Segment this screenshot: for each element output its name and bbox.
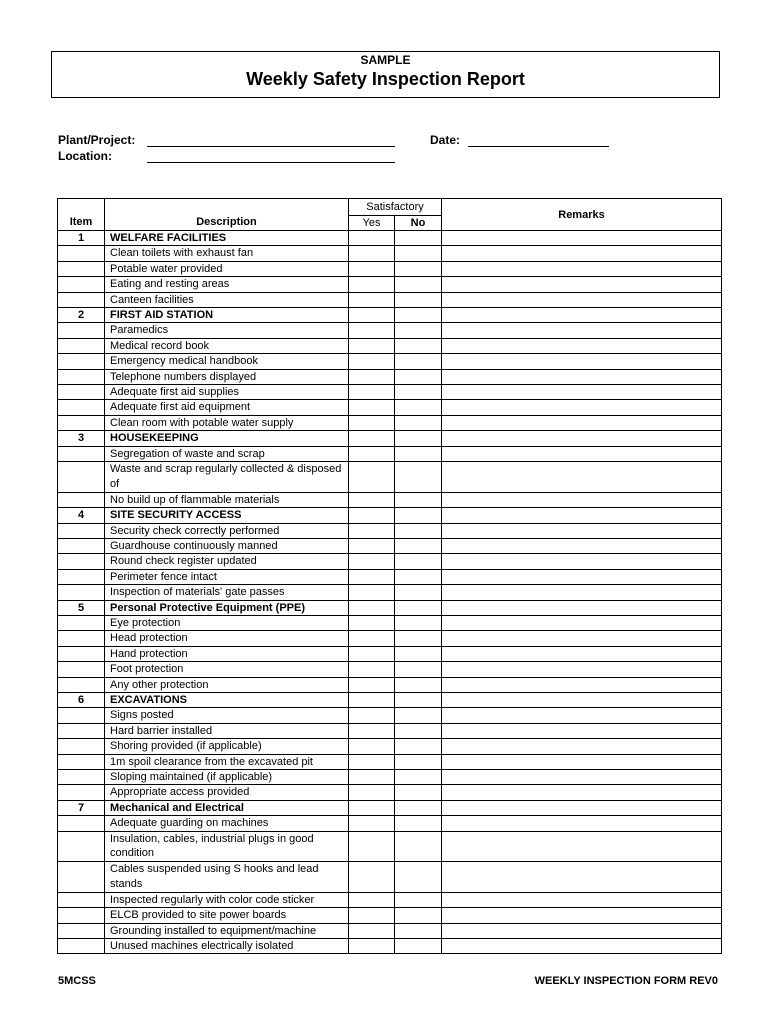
no-cell[interactable] xyxy=(395,816,442,831)
no-cell[interactable] xyxy=(395,677,442,692)
no-cell[interactable] xyxy=(395,231,442,246)
table-row xyxy=(58,892,722,907)
no-cell[interactable] xyxy=(395,492,442,507)
item-cell xyxy=(58,862,105,893)
description-cell: Adequate first aid supplies xyxy=(105,385,349,400)
item-cell xyxy=(58,415,105,430)
remarks-cell[interactable] xyxy=(442,739,722,754)
yes-cell[interactable] xyxy=(349,462,395,493)
no-cell[interactable] xyxy=(395,585,442,600)
yes-cell[interactable] xyxy=(349,369,395,384)
table-row xyxy=(58,246,722,261)
item-cell xyxy=(58,338,105,353)
table-row xyxy=(58,939,722,954)
item-cell xyxy=(58,646,105,661)
item-cell xyxy=(58,246,105,261)
description-cell: Inspection of materials' gate passes xyxy=(105,585,349,600)
table-row xyxy=(58,446,722,461)
yes-cell[interactable] xyxy=(349,600,395,615)
yes-cell[interactable] xyxy=(349,261,395,276)
inspection-table xyxy=(57,198,722,954)
section-title: WELFARE FACILITIES xyxy=(105,231,349,246)
yes-cell[interactable] xyxy=(349,770,395,785)
no-cell[interactable] xyxy=(395,400,442,415)
remarks-cell[interactable] xyxy=(442,923,722,938)
item-cell xyxy=(58,723,105,738)
no-cell[interactable] xyxy=(395,261,442,276)
description-cell: Eye protection xyxy=(105,615,349,630)
item-cell xyxy=(58,770,105,785)
footer-right: WEEKLY INSPECTION FORM REV0 xyxy=(534,975,718,987)
description-cell: Waste and scrap regularly collected & disposed of xyxy=(105,462,349,493)
yes-cell[interactable] xyxy=(349,892,395,907)
yes-cell[interactable] xyxy=(349,446,395,461)
yes-cell[interactable] xyxy=(349,739,395,754)
table-row xyxy=(58,646,722,661)
item-cell: 1 xyxy=(58,231,105,246)
remarks-cell[interactable] xyxy=(442,662,722,677)
yes-cell[interactable] xyxy=(349,831,395,862)
no-cell[interactable] xyxy=(395,308,442,323)
item-cell xyxy=(58,662,105,677)
remarks-cell[interactable] xyxy=(442,723,722,738)
remarks-cell[interactable] xyxy=(442,862,722,893)
remarks-cell[interactable] xyxy=(442,569,722,584)
section-title: Mechanical and Electrical xyxy=(105,800,349,815)
description-cell: Foot protection xyxy=(105,662,349,677)
remarks-cell[interactable] xyxy=(442,677,722,692)
yes-cell[interactable] xyxy=(349,354,395,369)
item-cell xyxy=(58,939,105,954)
yes-cell[interactable] xyxy=(349,569,395,584)
description-header: Description xyxy=(105,199,349,231)
table-row xyxy=(58,385,722,400)
item-cell xyxy=(58,277,105,292)
no-cell[interactable] xyxy=(395,431,442,446)
remarks-cell[interactable] xyxy=(442,554,722,569)
description-cell: Adequate guarding on machines xyxy=(105,816,349,831)
table-row xyxy=(58,831,722,862)
no-cell[interactable] xyxy=(395,523,442,538)
description-cell: Potable water provided xyxy=(105,261,349,276)
yes-cell[interactable] xyxy=(349,816,395,831)
no-cell[interactable] xyxy=(395,354,442,369)
yes-cell[interactable] xyxy=(349,923,395,938)
item-cell xyxy=(58,523,105,538)
remarks-cell[interactable] xyxy=(442,800,722,815)
yes-cell[interactable] xyxy=(349,431,395,446)
remarks-cell[interactable] xyxy=(442,538,722,553)
table-row xyxy=(58,462,722,493)
no-cell[interactable] xyxy=(395,246,442,261)
remarks-cell[interactable] xyxy=(442,816,722,831)
description-cell: Unused machines electrically isolated xyxy=(105,939,349,954)
yes-cell[interactable] xyxy=(349,554,395,569)
description-cell: Insulation, cables, industrial plugs in good condition xyxy=(105,831,349,862)
table-row xyxy=(58,908,722,923)
item-cell: 4 xyxy=(58,508,105,523)
yes-cell[interactable] xyxy=(349,508,395,523)
no-cell[interactable] xyxy=(395,508,442,523)
remarks-cell[interactable] xyxy=(442,246,722,261)
no-cell[interactable] xyxy=(395,646,442,661)
remarks-cell[interactable] xyxy=(442,231,722,246)
remarks-cell[interactable] xyxy=(442,292,722,307)
yes-cell[interactable] xyxy=(349,400,395,415)
sample-label: SAMPLE xyxy=(360,53,411,67)
no-cell[interactable] xyxy=(395,692,442,707)
item-cell xyxy=(58,261,105,276)
table-row xyxy=(58,862,722,893)
description-cell: Appropriate access provided xyxy=(105,785,349,800)
satisfactory-header: Satisfactory xyxy=(349,199,442,216)
item-cell xyxy=(58,615,105,630)
table-row xyxy=(58,785,722,800)
yes-cell[interactable] xyxy=(349,723,395,738)
yes-cell[interactable] xyxy=(349,677,395,692)
plant-project-line[interactable] xyxy=(147,146,395,147)
table-row xyxy=(58,323,722,338)
remarks-cell[interactable] xyxy=(442,939,722,954)
item-cell xyxy=(58,816,105,831)
remarks-cell[interactable] xyxy=(442,261,722,276)
no-cell[interactable] xyxy=(395,662,442,677)
remarks-cell[interactable] xyxy=(442,523,722,538)
remarks-cell[interactable] xyxy=(442,446,722,461)
yes-cell[interactable] xyxy=(349,862,395,893)
no-cell[interactable] xyxy=(395,338,442,353)
remarks-cell[interactable] xyxy=(442,754,722,769)
yes-cell[interactable] xyxy=(349,277,395,292)
yes-cell[interactable] xyxy=(349,939,395,954)
table-row xyxy=(58,662,722,677)
table-row xyxy=(58,415,722,430)
item-cell xyxy=(58,292,105,307)
table-row xyxy=(58,739,722,754)
description-cell: 1m spoil clearance from the excavated pit xyxy=(105,754,349,769)
remarks-cell[interactable] xyxy=(442,585,722,600)
description-cell: Perimeter fence intact xyxy=(105,569,349,584)
no-cell[interactable] xyxy=(395,708,442,723)
table-row xyxy=(58,723,722,738)
description-cell: Security check correctly performed xyxy=(105,523,349,538)
no-cell[interactable] xyxy=(395,415,442,430)
item-cell xyxy=(58,354,105,369)
item-cell: 2 xyxy=(58,308,105,323)
section-title: SITE SECURITY ACCESS xyxy=(105,508,349,523)
table-row xyxy=(58,538,722,553)
no-cell[interactable] xyxy=(395,785,442,800)
no-cell[interactable] xyxy=(395,739,442,754)
table-row xyxy=(58,569,722,584)
item-cell xyxy=(58,585,105,600)
date-line[interactable] xyxy=(468,146,609,147)
item-cell xyxy=(58,892,105,907)
section-title: HOUSEKEEPING xyxy=(105,431,349,446)
no-cell[interactable] xyxy=(395,615,442,630)
table-row xyxy=(58,354,722,369)
item-cell xyxy=(58,677,105,692)
no-cell[interactable] xyxy=(395,631,442,646)
table-row xyxy=(58,615,722,630)
description-cell: Emergency medical handbook xyxy=(105,354,349,369)
remarks-cell[interactable] xyxy=(442,831,722,862)
item-cell xyxy=(58,785,105,800)
description-cell: Hard barrier installed xyxy=(105,723,349,738)
yes-cell[interactable] xyxy=(349,631,395,646)
item-cell xyxy=(58,400,105,415)
item-cell xyxy=(58,708,105,723)
table-row xyxy=(58,554,722,569)
no-cell[interactable] xyxy=(395,892,442,907)
table-row xyxy=(58,816,722,831)
no-cell[interactable] xyxy=(395,369,442,384)
no-cell[interactable] xyxy=(395,723,442,738)
remarks-cell[interactable] xyxy=(442,462,722,493)
item-cell xyxy=(58,754,105,769)
item-cell xyxy=(58,831,105,862)
description-cell: No build up of flammable materials xyxy=(105,492,349,507)
no-cell[interactable] xyxy=(395,600,442,615)
description-cell: Segregation of waste and scrap xyxy=(105,446,349,461)
remarks-cell[interactable] xyxy=(442,354,722,369)
no-cell[interactable] xyxy=(395,908,442,923)
no-cell[interactable] xyxy=(395,554,442,569)
description-cell: Clean toilets with exhaust fan xyxy=(105,246,349,261)
remarks-cell[interactable] xyxy=(442,908,722,923)
remarks-cell[interactable] xyxy=(442,431,722,446)
remarks-cell[interactable] xyxy=(442,323,722,338)
remarks-cell[interactable] xyxy=(442,415,722,430)
section-title: EXCAVATIONS xyxy=(105,692,349,707)
description-cell: Guardhouse continuously manned xyxy=(105,538,349,553)
remarks-cell[interactable] xyxy=(442,692,722,707)
no-cell[interactable] xyxy=(395,754,442,769)
description-cell: Grounding installed to equipment/machine xyxy=(105,923,349,938)
remarks-cell[interactable] xyxy=(442,492,722,507)
no-cell[interactable] xyxy=(395,569,442,584)
item-cell xyxy=(58,385,105,400)
yes-cell[interactable] xyxy=(349,785,395,800)
yes-cell[interactable] xyxy=(349,692,395,707)
table-row xyxy=(58,431,722,446)
yes-cell[interactable] xyxy=(349,415,395,430)
item-cell: 7 xyxy=(58,800,105,815)
no-cell[interactable] xyxy=(395,800,442,815)
no-cell[interactable] xyxy=(395,770,442,785)
description-cell: Round check register updated xyxy=(105,554,349,569)
table-row xyxy=(58,600,722,615)
table-row xyxy=(58,400,722,415)
yes-cell[interactable] xyxy=(349,538,395,553)
remarks-cell[interactable] xyxy=(442,708,722,723)
yes-cell[interactable] xyxy=(349,646,395,661)
description-cell: Cables suspended using S hooks and lead stands xyxy=(105,862,349,893)
item-cell xyxy=(58,554,105,569)
item-cell xyxy=(58,323,105,338)
description-cell: Signs posted xyxy=(105,708,349,723)
no-cell[interactable] xyxy=(395,862,442,893)
item-cell xyxy=(58,631,105,646)
table-row xyxy=(58,492,722,507)
description-cell: Adequate first aid equipment xyxy=(105,400,349,415)
table-row xyxy=(58,523,722,538)
no-cell[interactable] xyxy=(395,538,442,553)
yes-cell[interactable] xyxy=(349,800,395,815)
table-row xyxy=(58,508,722,523)
remarks-cell[interactable] xyxy=(442,338,722,353)
table-row xyxy=(58,754,722,769)
yes-cell[interactable] xyxy=(349,246,395,261)
yes-cell[interactable] xyxy=(349,292,395,307)
item-cell xyxy=(58,538,105,553)
yes-cell[interactable] xyxy=(349,231,395,246)
location-line[interactable] xyxy=(147,162,395,163)
no-cell[interactable] xyxy=(395,277,442,292)
no-cell[interactable] xyxy=(395,939,442,954)
table-row xyxy=(58,338,722,353)
description-cell: Sloping maintained (if applicable) xyxy=(105,770,349,785)
item-cell: 6 xyxy=(58,692,105,707)
description-cell: Clean room with potable water supply xyxy=(105,415,349,430)
description-cell: Canteen facilities xyxy=(105,292,349,307)
yes-header: Yes xyxy=(349,216,395,231)
remarks-cell[interactable] xyxy=(442,646,722,661)
no-cell[interactable] xyxy=(395,923,442,938)
section-title: FIRST AID STATION xyxy=(105,308,349,323)
table-row xyxy=(58,292,722,307)
description-cell: Head protection xyxy=(105,631,349,646)
yes-cell[interactable] xyxy=(349,708,395,723)
yes-cell[interactable] xyxy=(349,523,395,538)
report-title: Weekly Safety Inspection Report xyxy=(246,69,525,89)
item-cell xyxy=(58,908,105,923)
no-cell[interactable] xyxy=(395,292,442,307)
date-label: Date: xyxy=(430,133,461,147)
table-row xyxy=(58,308,722,323)
remarks-cell[interactable] xyxy=(442,631,722,646)
item-cell xyxy=(58,446,105,461)
item-cell xyxy=(58,569,105,584)
item-cell: 5 xyxy=(58,600,105,615)
description-cell: Medical record book xyxy=(105,338,349,353)
description-cell: ELCB provided to site power boards xyxy=(105,908,349,923)
yes-cell[interactable] xyxy=(349,908,395,923)
table-row xyxy=(58,277,722,292)
description-cell: Eating and resting areas xyxy=(105,277,349,292)
footer-left: 5MCSS xyxy=(58,975,96,987)
item-cell xyxy=(58,369,105,384)
remarks-header: Remarks xyxy=(442,199,722,231)
remarks-cell[interactable] xyxy=(442,770,722,785)
table-row xyxy=(58,631,722,646)
yes-cell[interactable] xyxy=(349,585,395,600)
no-cell[interactable] xyxy=(395,462,442,493)
item-cell: 3 xyxy=(58,431,105,446)
yes-cell[interactable] xyxy=(349,323,395,338)
table-row xyxy=(58,708,722,723)
table-row xyxy=(58,677,722,692)
yes-cell[interactable] xyxy=(349,754,395,769)
remarks-cell[interactable] xyxy=(442,892,722,907)
table-row xyxy=(58,369,722,384)
location-label: Location: xyxy=(58,149,112,163)
description-cell: Any other protection xyxy=(105,677,349,692)
remarks-cell[interactable] xyxy=(442,600,722,615)
description-cell: Telephone numbers displayed xyxy=(105,369,349,384)
yes-cell[interactable] xyxy=(349,338,395,353)
no-cell[interactable] xyxy=(395,385,442,400)
remarks-cell[interactable] xyxy=(442,308,722,323)
description-cell: Shoring provided (if applicable) xyxy=(105,739,349,754)
table-row xyxy=(58,692,722,707)
table-row xyxy=(58,800,722,815)
table-row xyxy=(58,923,722,938)
yes-cell[interactable] xyxy=(349,385,395,400)
no-cell[interactable] xyxy=(395,446,442,461)
table-row xyxy=(58,231,722,246)
no-cell[interactable] xyxy=(395,831,442,862)
remarks-cell[interactable] xyxy=(442,369,722,384)
item-cell xyxy=(58,492,105,507)
table-row xyxy=(58,585,722,600)
remarks-cell[interactable] xyxy=(442,508,722,523)
remarks-cell[interactable] xyxy=(442,785,722,800)
item-cell xyxy=(58,923,105,938)
item-cell xyxy=(58,739,105,754)
yes-cell[interactable] xyxy=(349,308,395,323)
title-box xyxy=(51,51,720,98)
yes-cell[interactable] xyxy=(349,662,395,677)
item-cell xyxy=(58,462,105,493)
remarks-cell[interactable] xyxy=(442,277,722,292)
table-row xyxy=(58,261,722,276)
plant-project-label: Plant/Project: xyxy=(58,133,136,147)
section-title: Personal Protective Equipment (PPE) xyxy=(105,600,349,615)
description-cell: Inspected regularly with color code sticker xyxy=(105,892,349,907)
remarks-cell[interactable] xyxy=(442,615,722,630)
remarks-cell[interactable] xyxy=(442,385,722,400)
description-cell: Paramedics xyxy=(105,323,349,338)
item-header: Item xyxy=(58,199,105,231)
no-cell[interactable] xyxy=(395,323,442,338)
no-header: No xyxy=(395,216,442,231)
yes-cell[interactable] xyxy=(349,615,395,630)
yes-cell[interactable] xyxy=(349,492,395,507)
table-row xyxy=(58,770,722,785)
description-cell: Hand protection xyxy=(105,646,349,661)
remarks-cell[interactable] xyxy=(442,400,722,415)
